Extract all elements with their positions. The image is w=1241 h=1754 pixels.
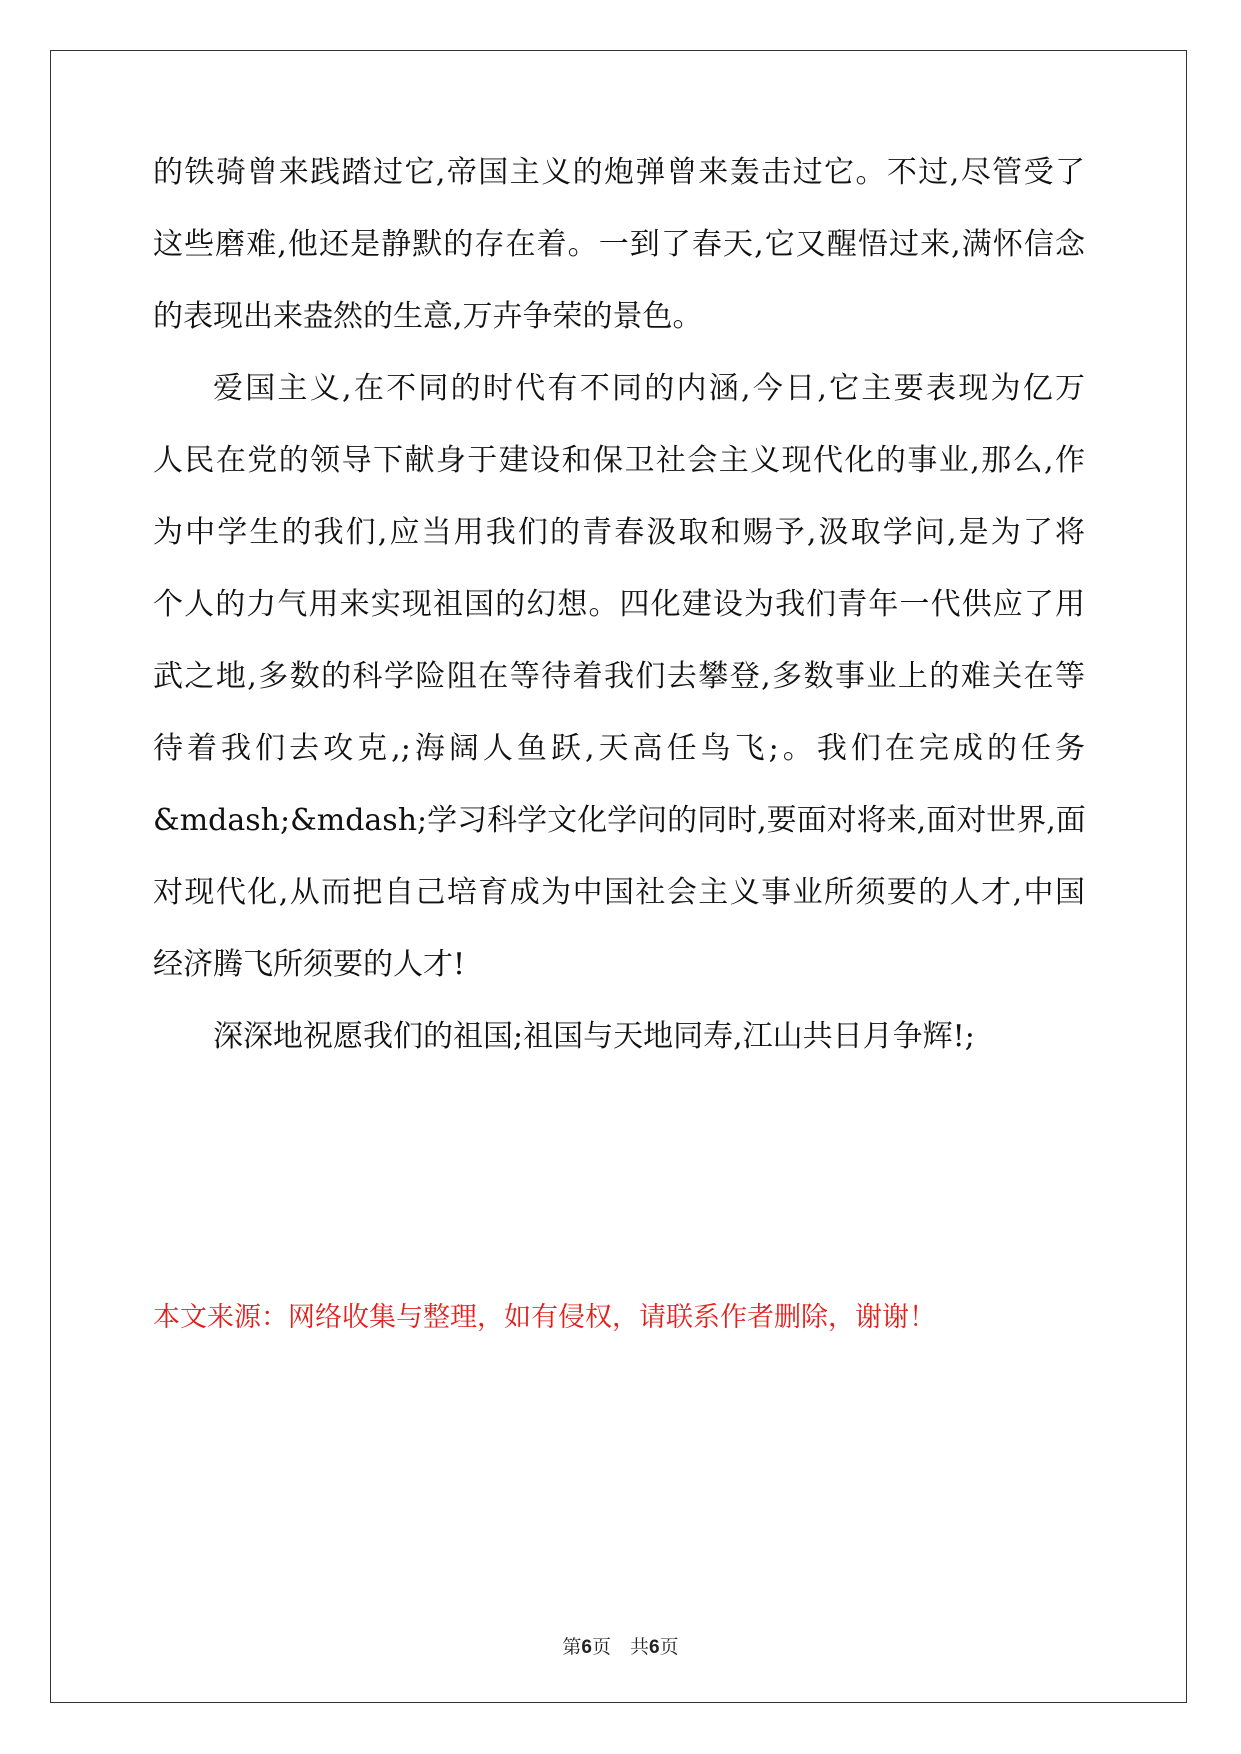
body-line: 经济腾飞所须要的人才! — [153, 947, 466, 982]
body-line: 待着我们去攻克,;海阔人鱼跃,天高任鸟飞;。我们在完成的任务 — [153, 731, 1085, 766]
page-footer — [0, 1636, 1241, 1659]
body-line: 武之地,多数的科学险阻在等待着我们去攀登,多数事业上的难关在等 — [153, 659, 1085, 694]
footer-prefix: 第 — [562, 1636, 582, 1658]
body-line: 人民在党的领导下献身于建设和保卫社会主义现代化的事业,那么,作 — [153, 443, 1085, 478]
footer-mid: 页 共 — [591, 1636, 649, 1658]
paragraph-first-line: 深深地祝愿我们的祖国;祖国与天地同寿,江山共日月争辉!; — [213, 1019, 975, 1054]
paragraph-first-line: 爱国主义,在不同的时代有不同的内涵,今日,它主要表现为亿万 — [213, 371, 1085, 406]
body-line: 这些磨难,他还是静默的存在着。一到了春天,它又醒悟过来,满怀信念 — [153, 227, 1085, 262]
current-page-number: 6 — [581, 1637, 592, 1658]
body-line: &mdash;&mdash;学习科学文化学问的同时,要面对将来,面对世界,面 — [153, 803, 1086, 838]
total-page-number: 6 — [649, 1637, 660, 1658]
body-line: 的铁骑曾来践踏过它,帝国主义的炮弹曾来轰击过它。不过,尽管受了 — [153, 155, 1085, 190]
source-disclaimer: 本文来源：网络收集与整理，如有侵权，请联系作者删除，谢谢！ — [153, 1302, 936, 1333]
footer-suffix: 页 — [659, 1636, 679, 1658]
body-line: 对现代化,从而把自己培育成为中国社会主义事业所须要的人才,中国 — [153, 875, 1085, 910]
body-line: 为中学生的我们,应当用我们的青春汲取和赐予,汲取学问,是为了将 — [153, 515, 1085, 550]
body-line: 个人的力气用来实现祖国的幻想。四化建设为我们青年一代供应了用 — [153, 587, 1085, 622]
body-line: 的表现出来盎然的生意,万卉争荣的景色。 — [153, 299, 703, 334]
